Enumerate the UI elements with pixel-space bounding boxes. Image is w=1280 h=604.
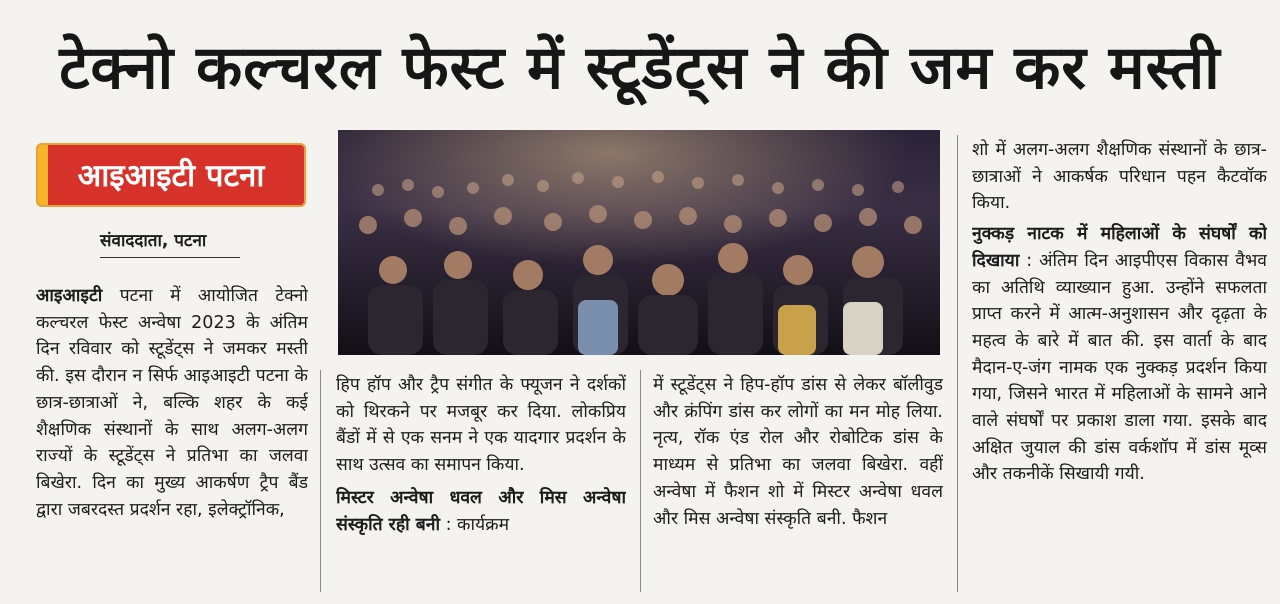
column-rule [640, 370, 641, 592]
column-2-subhead-tail: : कार्यक्रम [440, 514, 510, 535]
article-column-1 [36, 283, 308, 593]
headline: टेक्नो कल्चरल फेस्ट में स्टूडेंट्स ने की जम कर मस्ती [59, 33, 1221, 103]
location-badge: आइआइटी पटना [36, 143, 306, 207]
byline: संवाददाता, पटना [100, 231, 207, 251]
article-column-2 [336, 372, 626, 590]
column-1-text: पटना में आयोजित टेक्नो कल्चरल फेस्ट अन्वेषा 2023 के अंतिम दिन रविवार को स्टूडेंट्स ने जमकर मस्ती की. इस दौरान न सिर्फ आइआइटी पटना के छात्र-छात्राओं ने, बल्कि शहर के कई शैक्षणिक संस्थानों के साथ अलग-अलग राज्यों के स्टूडेंट्स ने प्रतिभा का जलवा बिखेरा. दिन का मुख्य आकर्षण ट्रैप बैंड द्वारा जबरदस्त प्रदर्शन रहा, इलेक्ट्रॉनिक, [36, 286, 308, 520]
byline-rule [100, 257, 240, 258]
concert-crowd-photo [338, 130, 940, 355]
subheading-nukkad-natak: नुक्कड़ नाटक में महिलाओं के संघर्षों को दिखाया [972, 224, 1267, 271]
article-column-3 [653, 372, 943, 590]
subheading-mister-miss-anvesha: मिस्टर अन्वेषा धवल और मिस अन्वेषा संस्कृति रही बनी [336, 487, 626, 535]
column-rule [957, 135, 958, 592]
column-rule [320, 370, 321, 592]
lead-word: आइआइटी [36, 286, 103, 306]
column-2-text: हिप हॉप और ट्रैप संगीत के फ्यूजन ने दर्शकों को थिरकने पर मजबूर कर दिया. लोकप्रिय बैंडों में से एक सनम ने एक यादगार प्रदर्शन के साथ उत्सव का समापन किया. [336, 375, 626, 476]
article-column-4 [972, 137, 1267, 592]
column-4-text-2: : अंतिम दिन आइपीएस विकास वैभव का अतिथि व्याख्यान हुआ. उन्होंने सफलता प्राप्त करने में आत्म-अनुशासन और दृढ़ता के महत्व के बारे में बात की. इस वार्ता के बाद मैदान-ए-जंग नामक एक नुक्कड़ प्रदर्शन किया गया, जिसने भारत में महिलाओं के सामने आने वाले संघर्षों पर प्रकाश डाला गया. इसके बाद अक्षित जुयाल की डांस वर्कशॉप में डांस मूव्स और तकनीकें सिखायी गयी. [972, 250, 1267, 485]
column-3-text: में स्टूडेंट्स ने हिप-हॉप डांस से लेकर बॉलीवुड और क्रंपिंग डांस कर लोगों का मन मोह लिया. नृत्य, रॉक एंड रोल और रोबोटिक डांस के माध्यम से प्रतिभा का जलवा बिखेरा. वहीं अन्वेषा में फैशन शो में मिस्टर अन्वेषा धवल और मिस अन्वेषा संस्कृति बनी. फैशन [653, 375, 943, 529]
column-4-text-1: शो में अलग-अलग शैक्षणिक संस्थानों के छात्र-छात्राओं ने आकर्षक परिधान पहन कैटवॉक किया. [972, 140, 1267, 214]
